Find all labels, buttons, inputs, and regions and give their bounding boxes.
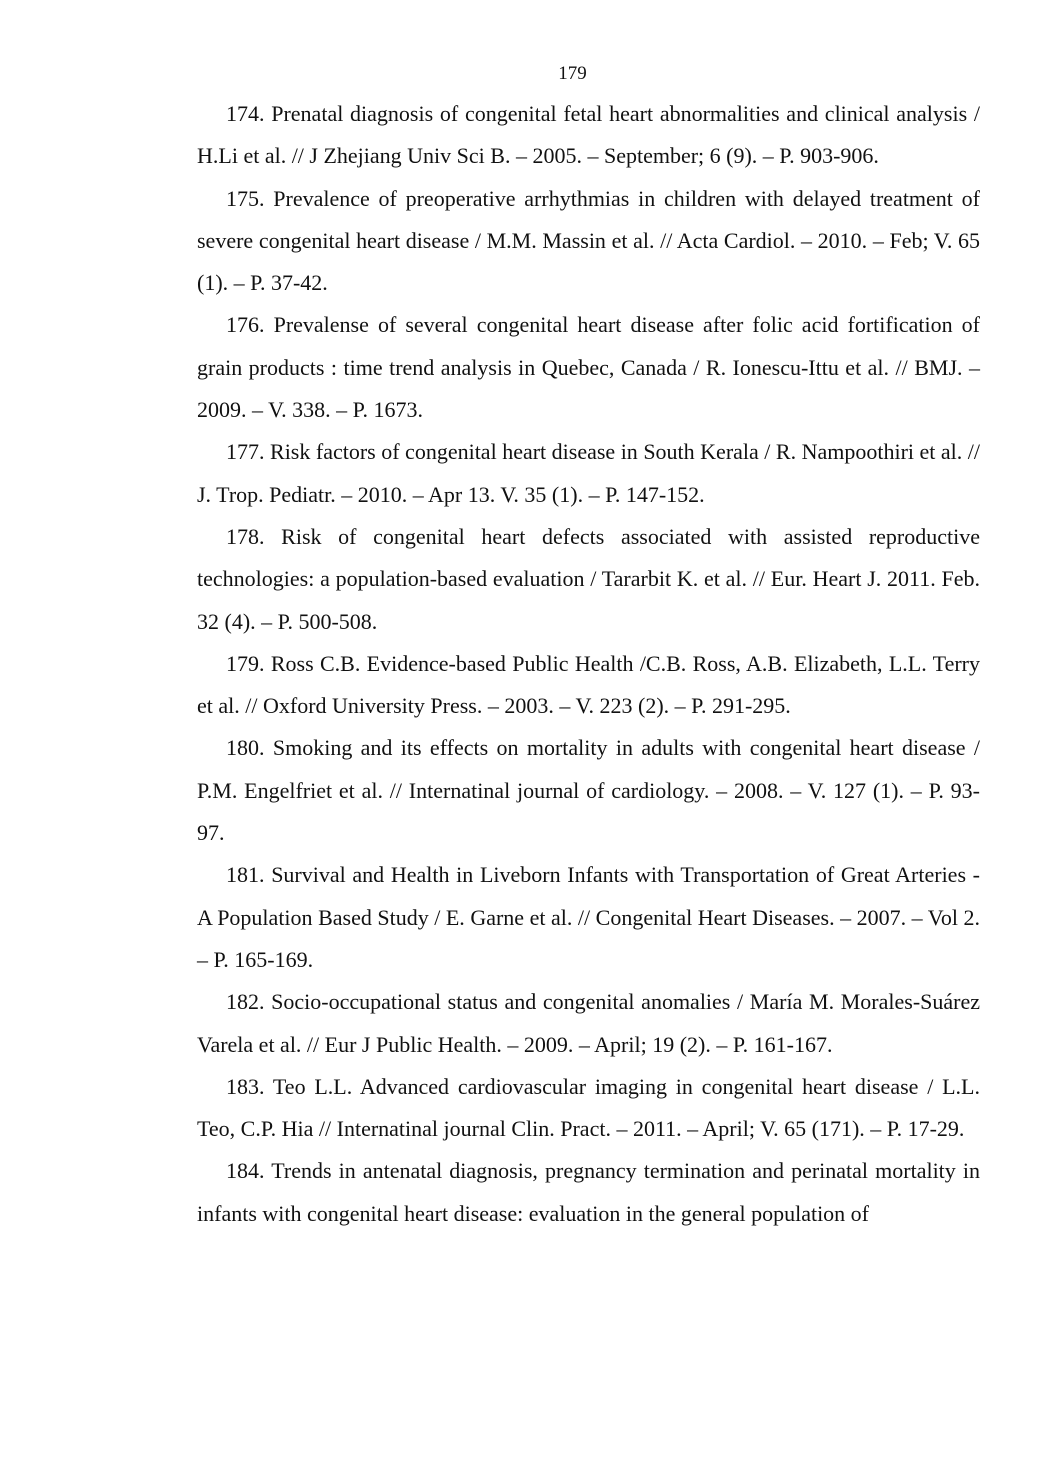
reference-number: 180. — [226, 735, 265, 761]
reference-body: Risk of congenital heart defects associated with assisted reproductive technologies: a population-based evaluation / Tararbit K. et al. // Eur. Heart J. 2011. Feb. 32 (4). – P. 500-508. — [197, 523, 981, 634]
reference-body: Smoking and its effects on mortality in adults with congenital heart disease / P.M. Engelfriet et al. // Internatinal journal of cardiology. – 2008. – V. 127 (1). – P. 93-97. — [197, 735, 981, 846]
reference-item — [164, 643, 980, 728]
reference-text — [164, 1150, 980, 1235]
reference-item — [164, 981, 980, 1066]
reference-list — [164, 93, 980, 1235]
reference-body: Ross C.B. Evidence-based Public Health /C.B. Ross, A.B. Elizabeth, L.L. Terry et al. // Oxford University Press. – 2003. – V. 223 (2). – P. 291-295. — [197, 650, 980, 719]
reference-number: 183. — [226, 1073, 265, 1099]
reference-item — [164, 516, 980, 643]
reference-number: 176. — [226, 312, 265, 338]
reference-item — [164, 93, 980, 178]
reference-item — [164, 1150, 980, 1235]
reference-text — [164, 93, 980, 178]
reference-item — [164, 431, 980, 516]
reference-item — [164, 304, 980, 431]
reference-text — [164, 981, 980, 1066]
reference-number: 177. — [226, 439, 265, 465]
reference-number: 175. — [226, 185, 265, 211]
reference-text — [164, 643, 980, 728]
reference-body: Teo L.L. Advanced cardiovascular imaging in congenital heart disease / L.L. Teo, C.P. Hia // Internatinal journal Clin. Pract. – 2011. – April; V. 65 (171). – P. 17-29. — [197, 1073, 980, 1142]
reference-body: Risk factors of congenital heart disease in South Kerala / R. Nampoothiri et al. // J. Trop. Pediatr. – 2010. – Apr 13. V. 35 (1). – P. 147-152. — [197, 439, 981, 507]
reference-text — [164, 854, 980, 981]
reference-text — [164, 516, 980, 643]
reference-number: 178. — [226, 523, 265, 549]
reference-text — [164, 178, 980, 305]
reference-body: Socio-occupational status and congenital anomalies / María M. Morales-Suárez Varela et al. // Eur J Public Health. – 2009. – April; 19 (2). – P. 161-167. — [197, 989, 981, 1057]
reference-item — [164, 854, 980, 981]
reference-body: Prevalence of preoperative arrhythmias in children with delayed treatment of severe congenital heart disease / M.M. Massin et al. // Acta Cardiol. – 2010. – Feb; V. 65 (1). – P. 37-42. — [197, 185, 981, 296]
reference-item — [164, 727, 980, 854]
reference-item — [164, 178, 980, 305]
reference-text — [164, 1066, 980, 1151]
reference-number: 181. — [226, 862, 265, 888]
reference-text — [164, 727, 980, 854]
page-number: 179 — [558, 63, 587, 84]
reference-number: 179. — [226, 650, 265, 676]
reference-body: Prevalense of several congenital heart disease after folic acid fortification of grain products : time trend analysis in Quebec, Canada / R. Ionescu-Ittu et al. // BMJ. – 2009. – V. 338. – P. 1673. — [197, 312, 980, 423]
reference-number: 174. — [226, 101, 265, 126]
reference-number: 182. — [226, 989, 265, 1015]
reference-text — [164, 304, 980, 431]
reference-body: Trends in antenatal diagnosis, pregnancy termination and perinatal mortality in infants with congenital heart disease: evaluation in the general population of — [197, 1158, 980, 1226]
reference-number: 184. — [226, 1158, 265, 1184]
reference-body: Prenatal diagnosis of congenital fetal heart abnormalities and clinical analysis / H.Li et al. // J Zhejiang Univ Sci B. – 2005. – September; 6 (9). – P. 903-906. — [197, 101, 981, 169]
reference-text — [164, 431, 980, 516]
reference-item — [164, 1066, 980, 1151]
reference-body: Survival and Health in Liveborn Infants with Transportation of Great Arteries - A Population Based Study / E. Garne et al. // Congenital Heart Diseases. – 2007. – Vol 2. – P. 165-169. — [197, 862, 981, 972]
